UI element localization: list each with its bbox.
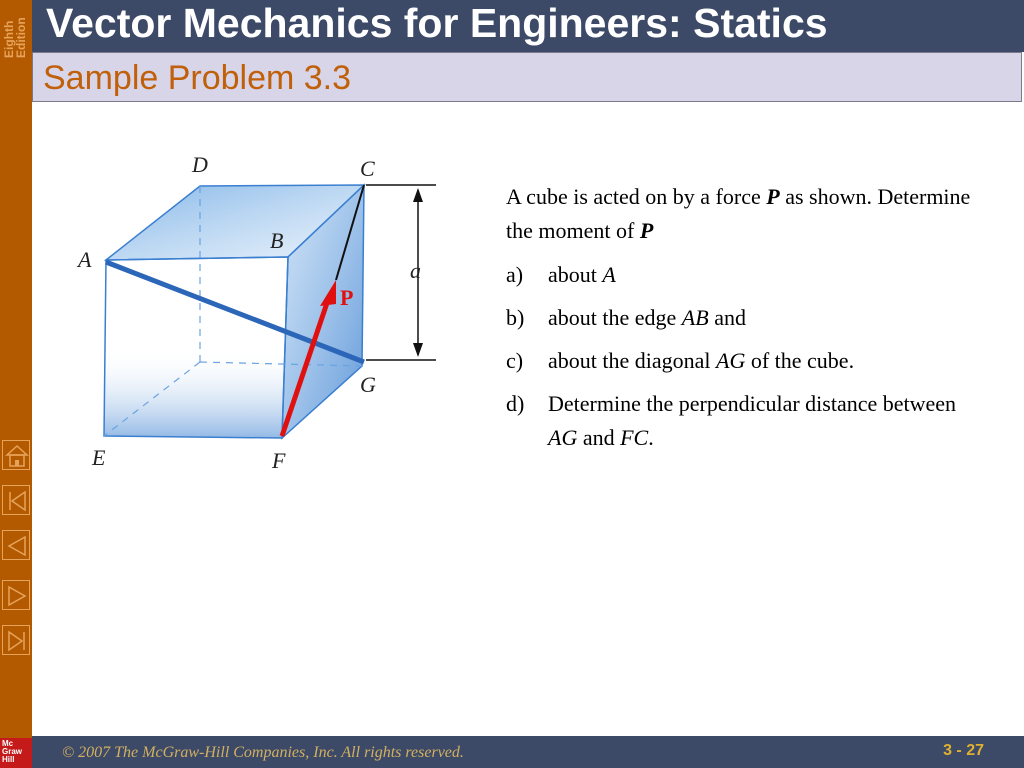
left-sidebar — [0, 0, 32, 768]
last-slide-button[interactable] — [2, 625, 30, 655]
dimension-arrow-top — [413, 188, 423, 202]
label-dimension-a: a — [410, 258, 421, 283]
edition-line-1: Eighth — [2, 20, 16, 58]
page-title: Vector Mechanics for Engineers: Statics — [46, 0, 828, 46]
copyright-notice: © 2007 The McGraw-Hill Companies, Inc. All rights reserved. — [62, 744, 464, 761]
edition-label — [0, 0, 32, 62]
label-a-point: A — [78, 247, 92, 272]
first-slide-icon — [3, 486, 31, 516]
label-f-point: F — [272, 448, 286, 473]
previous-slide-button[interactable] — [2, 530, 30, 560]
label-e-point: E — [92, 445, 106, 470]
label-d-point: D — [192, 152, 208, 177]
last-slide-icon — [3, 626, 31, 656]
question-list — [506, 258, 986, 455]
title-bar — [32, 0, 1024, 52]
slide-subtitle: Sample Problem 3.3 — [43, 59, 352, 97]
question-item: c) about the diagonal AG of the cube. — [506, 348, 855, 373]
footer-bar — [32, 736, 1024, 768]
problem-intro: A cube is acted on by a force P as shown. Determine the moment of P — [506, 184, 971, 243]
subtitle-bar — [32, 52, 1022, 102]
first-slide-button[interactable] — [2, 485, 30, 515]
home-icon — [3, 441, 31, 471]
question-item: d) Determine the perpendicular distance between AG and FC. — [506, 391, 957, 450]
slide-number: 3 - 27 — [943, 742, 984, 759]
dimension-arrow-bottom — [413, 343, 423, 357]
label-force-p: P — [340, 285, 354, 310]
home-button[interactable] — [2, 440, 30, 470]
next-slide-icon — [3, 581, 31, 611]
label-b-point: B — [270, 228, 284, 253]
cube-front-face — [104, 257, 288, 438]
cube-diagram — [66, 140, 446, 480]
cube-diagram-svg — [66, 140, 446, 480]
previous-slide-icon — [3, 531, 31, 561]
problem-statement — [506, 180, 986, 464]
label-g-point: G — [360, 372, 376, 397]
edition-line-2: Edition — [14, 17, 28, 58]
question-item: b) about the edge AB and — [506, 305, 746, 330]
label-c-point: C — [360, 156, 375, 181]
question-item: a) about A — [506, 262, 616, 287]
next-slide-button[interactable] — [2, 580, 30, 610]
mcgraw-hill-logo: Mc Graw Hill — [0, 738, 32, 768]
